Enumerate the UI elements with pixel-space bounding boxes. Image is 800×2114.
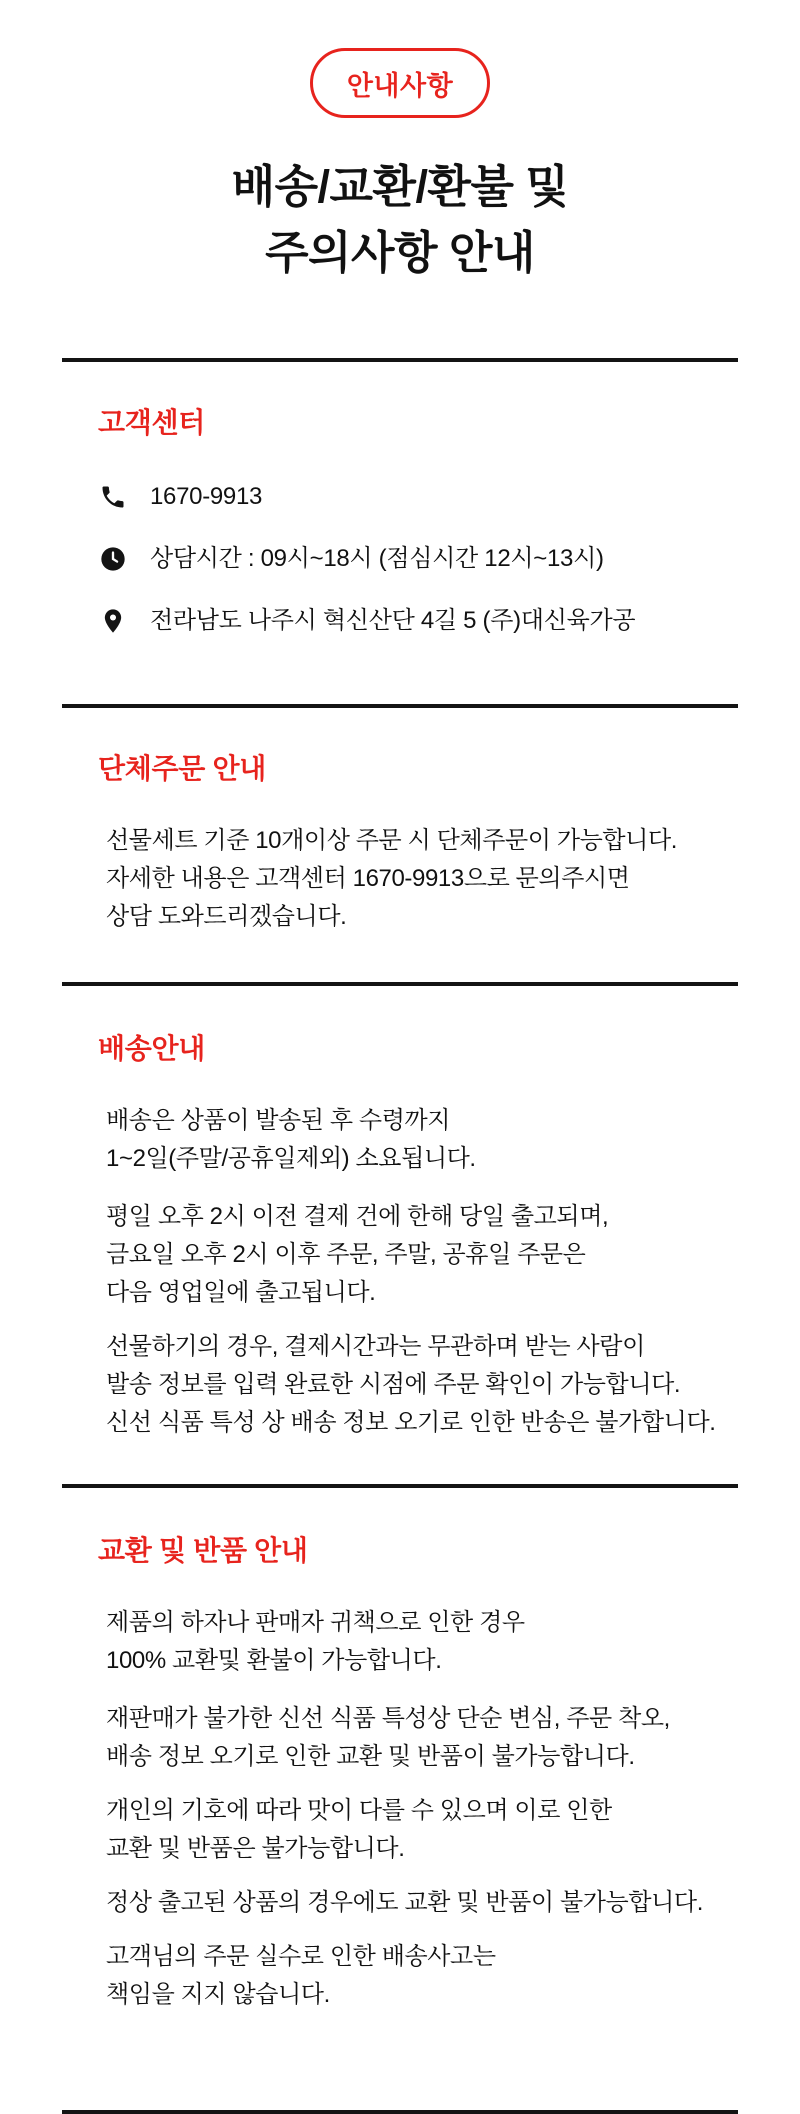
text-line: 상담 도와드리겠습니다. [106,903,347,930]
shipping-paragraph-2 [98,1198,800,1312]
text-line: 개인의 기호에 따라 맛이 다를 수 있으며 이로 인한 [106,1797,612,1824]
group-order-paragraph [98,822,800,936]
text-line: 100% 교환및 환불이 가능합니다. [106,1647,442,1674]
divider [62,704,738,708]
text-line: 재판매가 불가한 신선 식품 특성상 단순 변심, 주문 착오, [106,1705,670,1732]
contact-row-phone [98,480,800,514]
company-address: 전라남도 나주시 혁신산단 4길 5 (주)대신육가공 [150,607,636,634]
contact-row-hours [98,542,800,576]
exchange-return-heading: 교환 및 반품 안내 [98,1535,308,1566]
notice-badge-label: 안내사항 [346,70,454,101]
section-shipping [0,1032,800,1442]
text-line: 책임을 지지 않습니다. [106,1981,330,2008]
divider [62,1484,738,1488]
notice-badge [310,48,490,118]
page-title-line-2: 주의사항 안내 [265,227,535,278]
shipping-paragraph-1 [98,1102,800,1178]
phone-number: 1670-9913 [150,483,263,510]
page-title [0,154,800,286]
text-line: 다음 영업일에 출고됩니다. [106,1279,376,1306]
exchange-paragraph-3 [98,1792,800,1868]
clock-icon [98,544,128,574]
text-line: 1~2일(주말/공휴일제외) 소요됩니다. [106,1145,476,1172]
text-line: 자세한 내용은 고객센터 1670-9913으로 문의주시면 [106,865,630,892]
customer-center-heading: 고객센터 [98,407,205,438]
group-order-heading: 단체주문 안내 [98,753,266,784]
text-line: 평일 오후 2시 이전 결제 건에 한해 당일 출고되며, [106,1203,609,1230]
text-line: 배송은 상품이 발송된 후 수령까지 [106,1107,451,1134]
exchange-paragraph-4 [98,1884,800,1922]
divider [62,2110,738,2114]
text-line: 금요일 오후 2시 이후 주문, 주말, 공휴일 주문은 [106,1241,586,1268]
divider [62,982,738,986]
exchange-paragraph-1 [98,1604,800,1680]
business-hours: 상담시간 : 09시~18시 (점심시간 12시~13시) [150,545,604,572]
page-title-line-1: 배송/교환/환불 및 [231,161,569,212]
location-icon [98,606,128,636]
text-line: 제품의 하자나 판매자 귀책으로 인한 경우 [106,1609,525,1636]
text-line: 신선 식품 특성 상 배송 정보 오기로 인한 반송은 불가합니다. [106,1409,716,1436]
section-group-order [0,752,800,936]
text-line: 고객님의 주문 실수로 인한 배송사고는 [106,1943,496,1970]
section-exchange-return [0,1534,800,2014]
text-line: 선물하기의 경우, 결제시간과는 무관하며 받는 사람이 [106,1333,645,1360]
shipping-paragraph-3 [98,1328,800,1442]
shipping-heading: 배송안내 [98,1033,205,1064]
text-line: 발송 정보를 입력 완료한 시점에 주문 확인이 가능합니다. [106,1371,681,1398]
exchange-paragraph-2 [98,1700,800,1776]
section-customer-center [0,406,800,638]
contact-row-address [98,604,800,638]
text-line: 배송 정보 오기로 인한 교환 및 반품이 불가능합니다. [106,1743,635,1770]
badge-container [0,48,800,118]
divider [62,358,738,362]
exchange-paragraph-5 [98,1938,800,2014]
text-line: 교환 및 반품은 불가능합니다. [106,1835,405,1862]
phone-icon [98,482,128,512]
text-line: 선물세트 기준 10개이상 주문 시 단체주문이 가능합니다. [106,827,678,854]
text-line: 정상 출고된 상품의 경우에도 교환 및 반품이 불가능합니다. [106,1889,703,1916]
